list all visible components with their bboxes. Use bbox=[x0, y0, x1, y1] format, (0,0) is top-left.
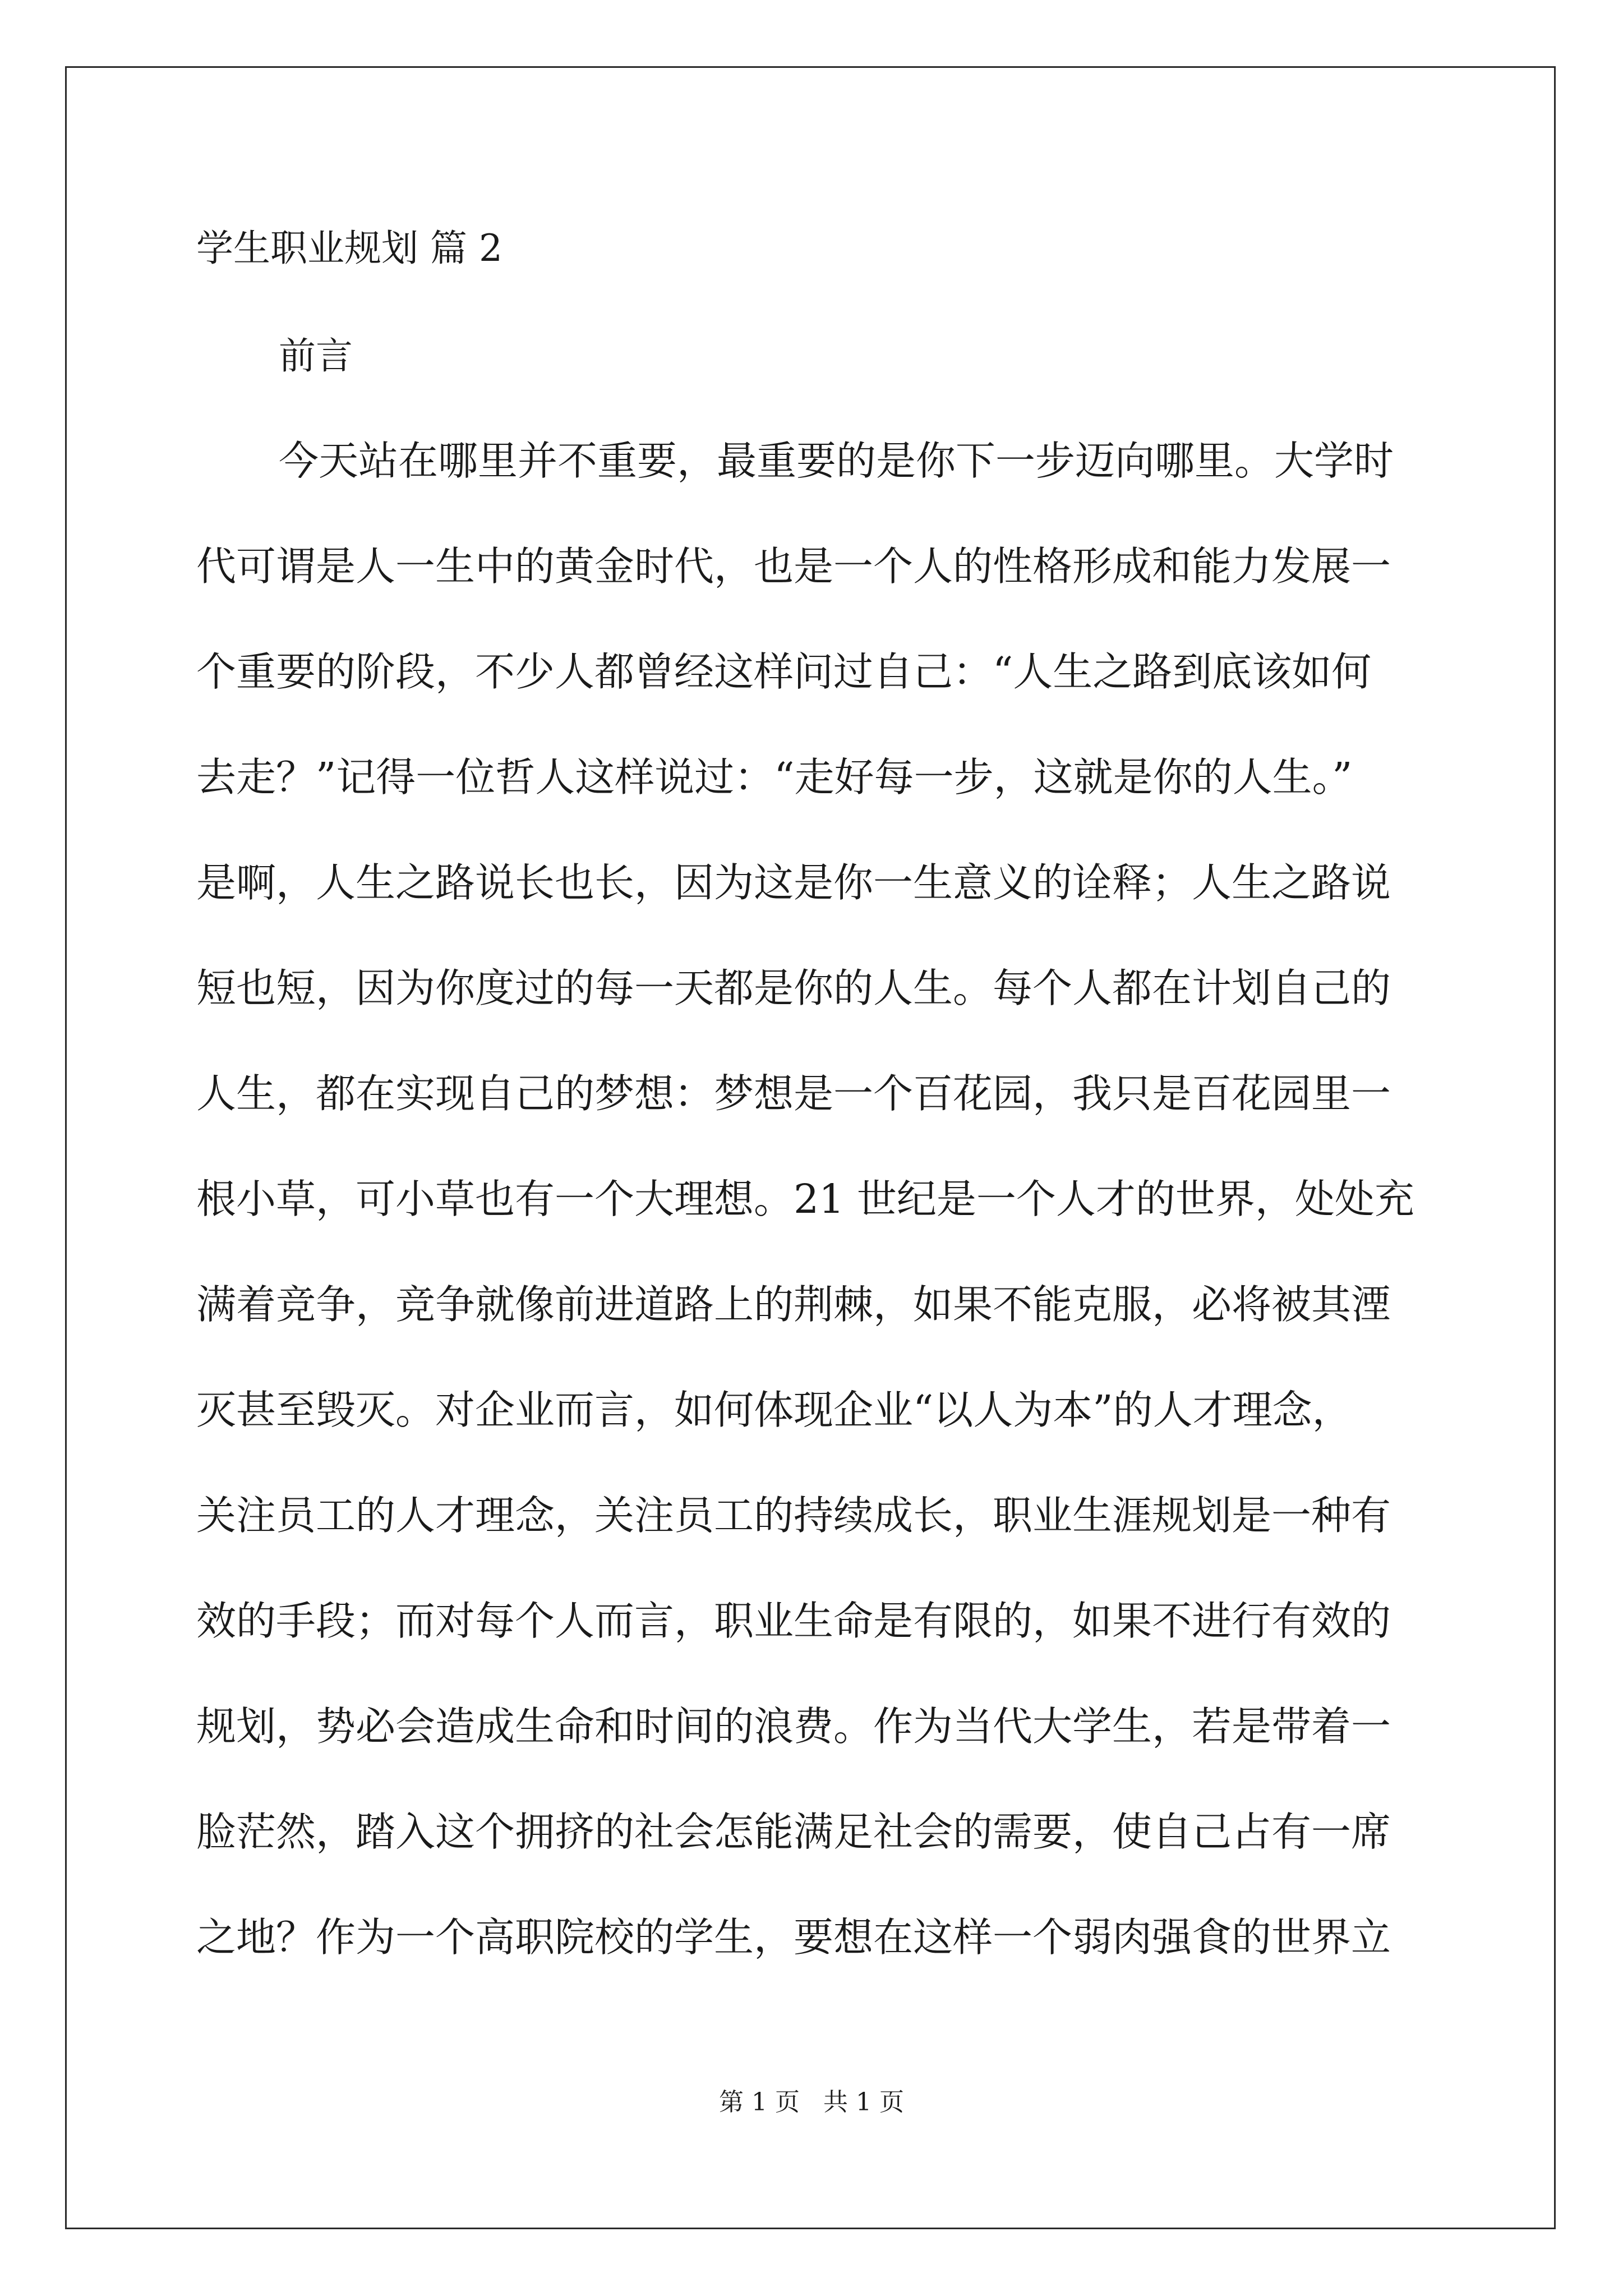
body-paragraph bbox=[196, 433, 1436, 2015]
paragraph-line: 是啊，人生之路说长也长，因为这是你一生意义的诠释；人生之路说 bbox=[196, 859, 1391, 906]
section-heading: 前言 bbox=[279, 334, 353, 378]
paragraph-line: 人生，都在实现自己的梦想：梦想是一个百花园，我只是百花园里一 bbox=[196, 1070, 1391, 1117]
paragraph-line: 关注员工的人才理念，关注员工的持续成长，职业生涯规划是一种有 bbox=[196, 1492, 1391, 1539]
paragraph-line: 效的手段；而对每个人而言，职业生命是有限的，如果不进行有效的 bbox=[196, 1598, 1391, 1644]
paragraph-line: 之地？作为一个高职院校的学生，要想在这样一个弱肉强食的世界立 bbox=[196, 1914, 1391, 1961]
document-title: 学生职业规划 篇 2 bbox=[196, 227, 502, 270]
paragraph-line: 规划，势必会造成生命和时间的浪费。作为当代大学生，若是带着一 bbox=[196, 1703, 1391, 1750]
paragraph-line: 代可谓是人一生中的黄金时代，也是一个人的性格形成和能力发展一 bbox=[196, 543, 1391, 590]
paragraph-line: 满着竞争，竞争就像前进道路上的荆棘，如果不能克服，必将被其湮 bbox=[196, 1281, 1391, 1328]
paragraph-line: 个重要的阶段，不少人都曾经这样问过自己：“人生之路到底该如何 bbox=[196, 648, 1372, 695]
paragraph-line: 脸茫然，踏入这个拥挤的社会怎能满足社会的需要，使自己占有一席 bbox=[196, 1809, 1391, 1855]
page-footer: 第 1 页 共 1 页 bbox=[719, 2088, 904, 2116]
paragraph-line: 今天站在哪里并不重要，最重要的是你下一步迈向哪里。大学时 bbox=[279, 438, 1394, 484]
paragraph-line: 灭甚至毁灭。对企业而言，如何体现企业“以人为本”的人才理念， bbox=[196, 1387, 1352, 1433]
paragraph-line: 去走？”记得一位哲人这样说过：“走好每一步，这就是你的人生。” bbox=[196, 754, 1353, 800]
paragraph-line: 短也短，因为你度过的每一天都是你的人生。每个人都在计划自己的 bbox=[196, 965, 1391, 1011]
paragraph-line: 根小草，可小草也有一个大理想。21 世纪是一个人才的世界，处处充 bbox=[196, 1176, 1414, 1222]
